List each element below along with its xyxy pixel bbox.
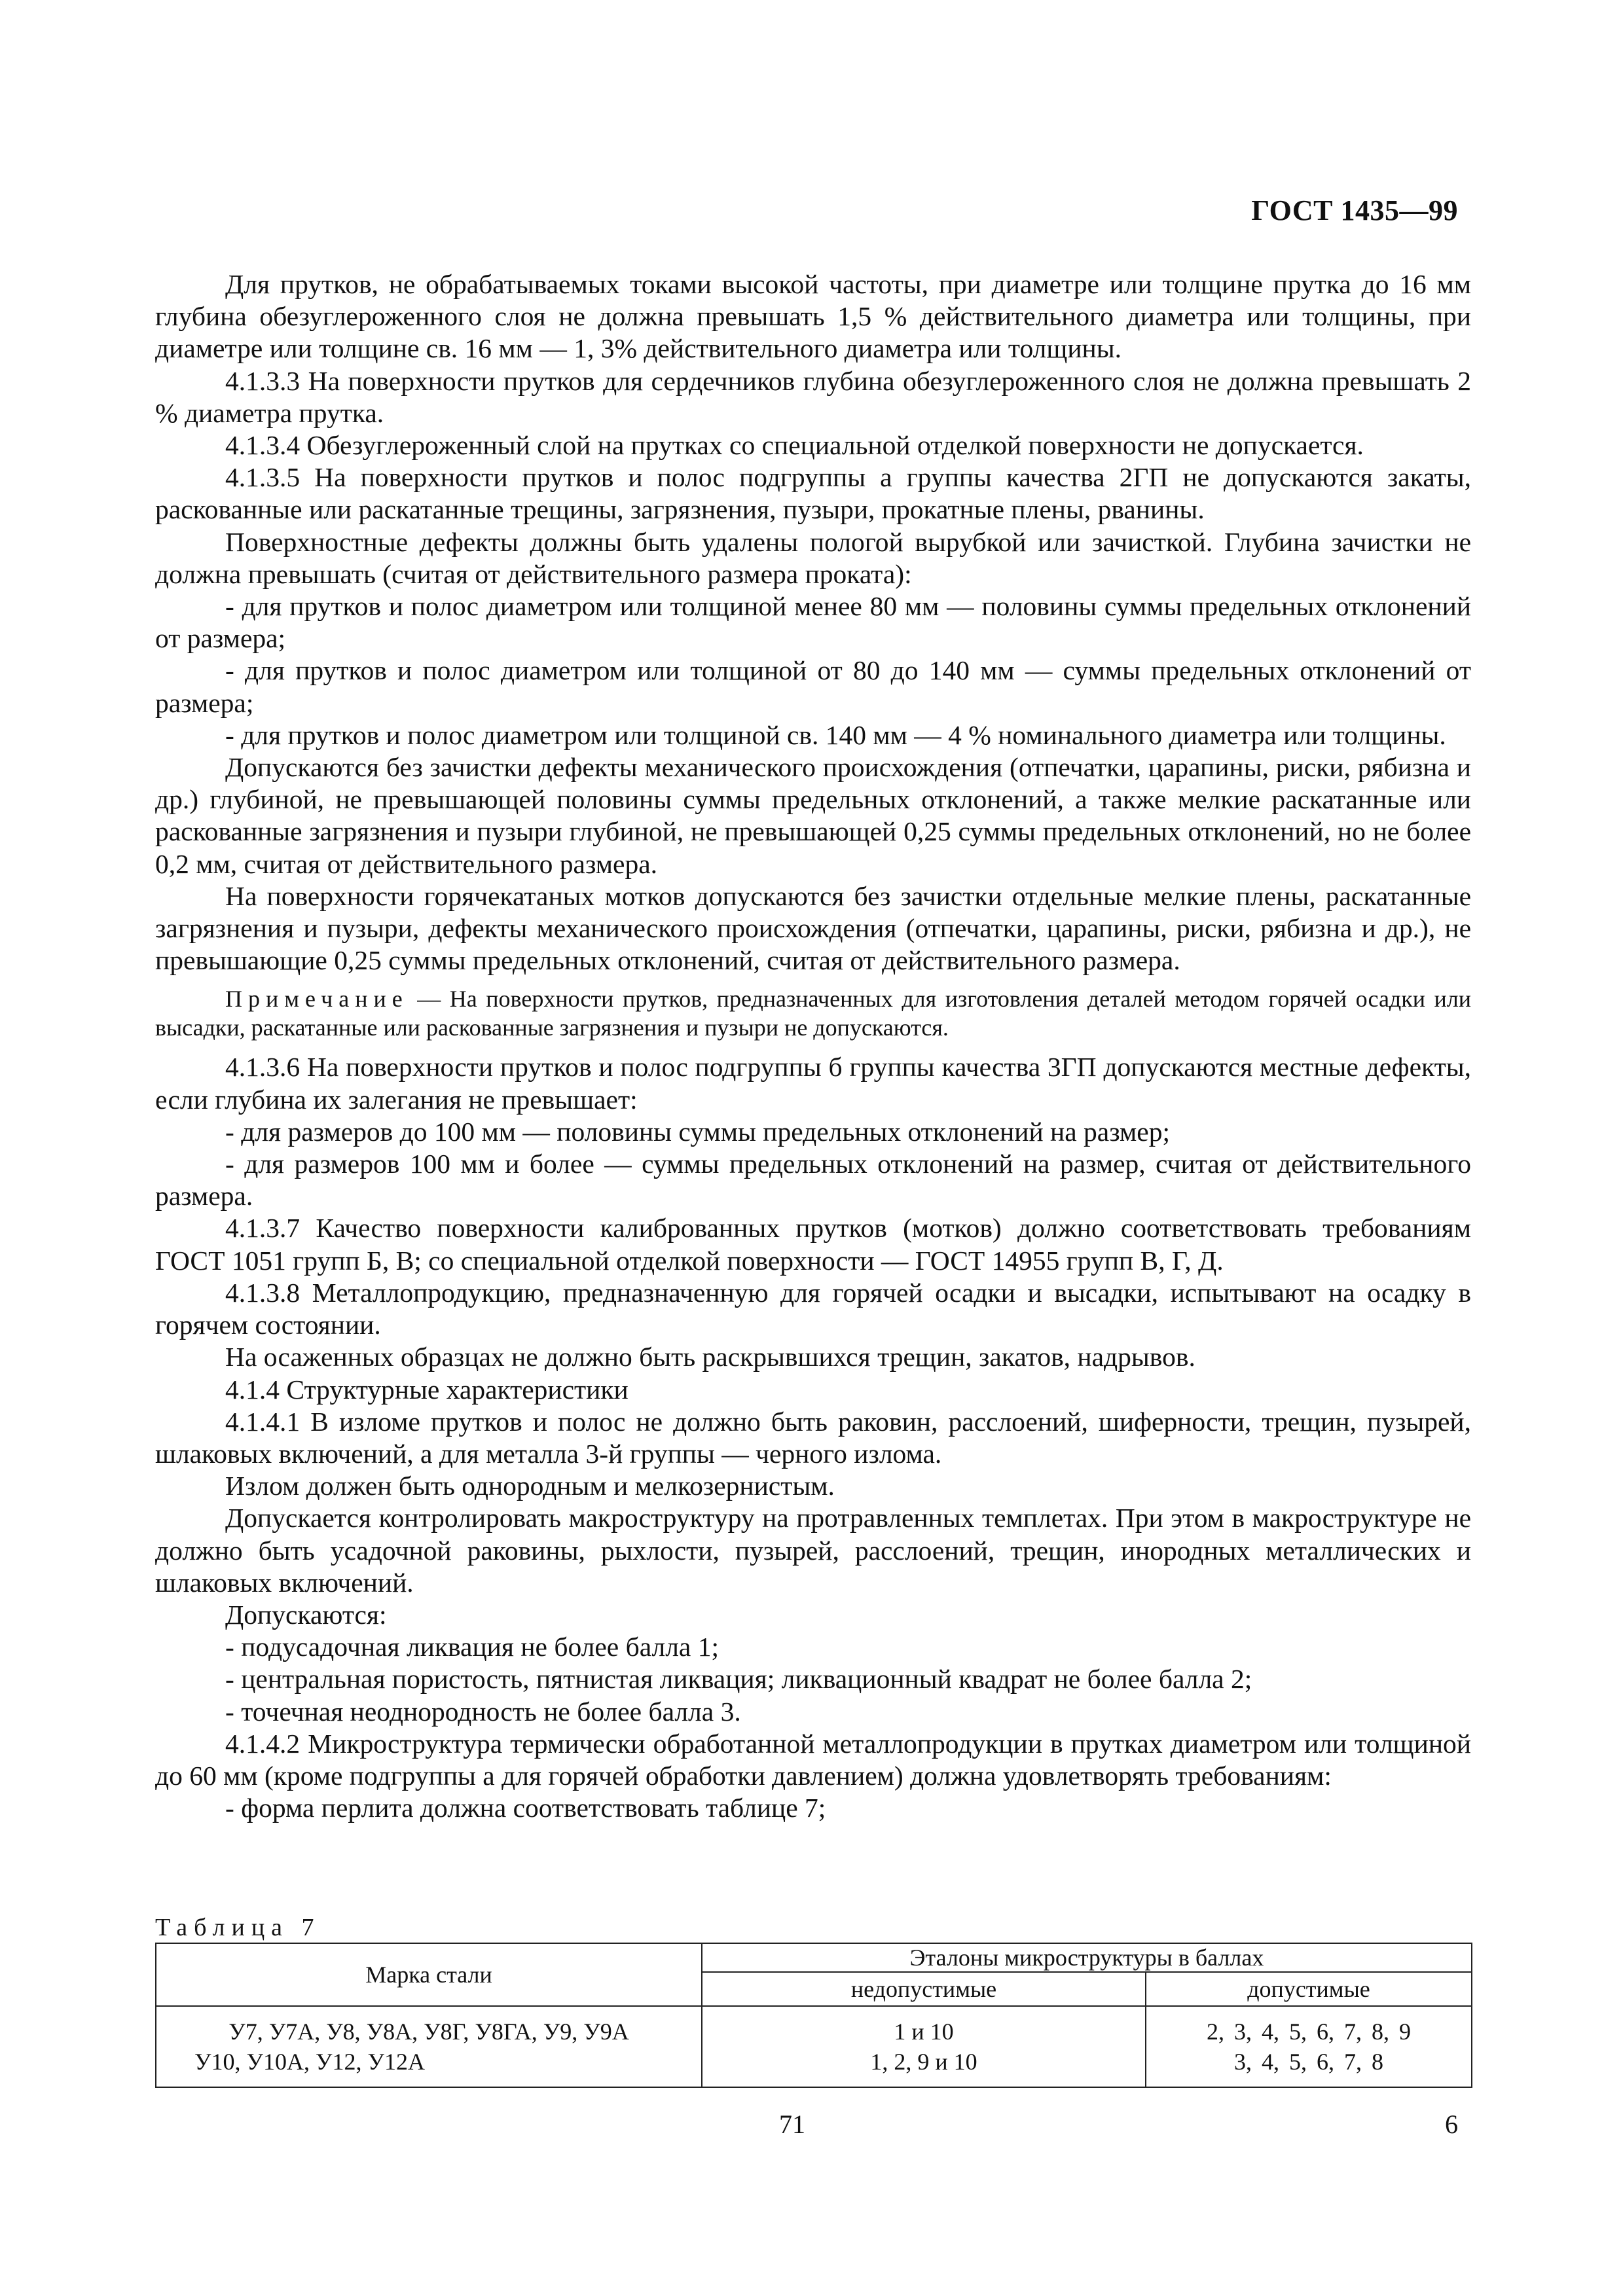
list-item: - центральная пористость, пятнистая ликвация; ликвационный квадрат не более балла 2; bbox=[225, 1664, 1252, 1695]
paragraph: Излом должен быть однородным и мелкозернистым. bbox=[225, 1471, 835, 1501]
good-line: 3, 4, 5, 6, 7, 8 bbox=[1234, 2049, 1383, 2075]
steel-line: У7, У7А, У8, У8А, У8Г, У8ГА, У9, У9А bbox=[228, 2018, 629, 2045]
note-text: — На поверхности прутков, предназначенных для изготовления деталей методом горячей осадки или высадки, раскатанные или раскованные загрязнения и пузыри не допускаются. bbox=[155, 986, 1472, 1041]
table-header-good: допустимые bbox=[1146, 1972, 1472, 2006]
paragraph: Поверхностные дефекты должны быть удалены пологой вырубкой или зачисткой. Глубина зачистки не должна превышать (считая от действительного размера проката): bbox=[155, 526, 1471, 589]
note-label: Примечание bbox=[225, 986, 409, 1013]
list-item: - для размеров 100 мм и более — суммы предельных отклонений на размер, считая от действительного размера. bbox=[155, 1149, 1471, 1211]
body-text bbox=[155, 268, 1471, 1824]
paragraph: На поверхности горячекатаных мотков допускаются без зачистки отдельные мелкие плены, раскатанные загрязнения и пузыри, дефекты механического происхождения (отпечатки, царапины, риски, рябизна и др.), не превышающие 0,25 суммы предельных отклонений, считая от действительного размера. bbox=[155, 880, 1471, 976]
good-line: 2, 3, 4, 5, 6, 7, 8, 9 bbox=[1207, 2018, 1411, 2045]
paragraph: 4.1.4.2 Микроструктура термически обработанной металлопродукции в прутках диаметром или толщиной до 60 мм (кроме подгруппы а для горячей обработки давлением) должна удовлетворять требованиям: bbox=[155, 1728, 1471, 1791]
table-7 bbox=[155, 1943, 1472, 2088]
paragraph: Допускается контролировать макроструктуру на протравленных темплетах. При этом в макроструктуре не должно быть усадочной раковины, рыхлости, пузырей, расслоений, трещин, инородных металлических и шлаковых включений. bbox=[155, 1503, 1471, 1598]
paragraph: 4.1.3.8 Металлопродукцию, предназначенную для горячей осадки и высадки, испытывают на осадку в горячем состоянии. bbox=[155, 1277, 1471, 1340]
paragraph: 4.1.3.4 Обезуглероженный слой на прутках со специальной отделкой поверхности не допускается. bbox=[225, 430, 1364, 461]
paragraph: На осаженных образцах не должно быть раскрывшихся трещин, закатов, надрывов. bbox=[225, 1342, 1195, 1372]
table-caption: Таблица 7 bbox=[155, 1914, 321, 1941]
list-item: - подусадочная ликвация не более балла 1; bbox=[225, 1632, 719, 1662]
table-cell-steel bbox=[156, 2006, 702, 2087]
steel-line: У10, У10А, У12, У12А bbox=[194, 2049, 425, 2075]
document-header: ГОСТ 1435—99 bbox=[1251, 194, 1458, 226]
table-row bbox=[156, 2006, 1472, 2087]
table-header-steel: Марка стали bbox=[156, 1943, 702, 2006]
table-cell-bad bbox=[702, 2006, 1146, 2087]
paragraph: 4.1.3.6 На поверхности прутков и полос подгруппы б группы качества 3ГП допускаются местные дефекты, если глубина их залегания не превышает: bbox=[155, 1052, 1471, 1115]
list-item: - для прутков и полос диаметром или толщиной св. 140 мм — 4 % номинального диаметра или толщины. bbox=[225, 719, 1446, 750]
list-item: - для прутков и полос диаметром или толщиной менее 80 мм — половины суммы предельных отклонений от размера; bbox=[155, 591, 1471, 654]
paragraph: 4.1.4.1 В изломе прутков и полос не должно быть раковин, расслоений, шиферности, трещин, пузырей, шлаковых включений, а для металла 3-й группы — черного излома. bbox=[155, 1406, 1471, 1469]
paragraph: Допускаются: bbox=[225, 1599, 387, 1630]
bad-line: 1, 2, 9 и 10 bbox=[870, 2049, 977, 2075]
list-item: - для размеров до 100 мм — половины суммы предельных отклонений на размер; bbox=[225, 1116, 1170, 1147]
list-item: - точечная неоднородность не более балла 3. bbox=[225, 1696, 741, 1727]
paragraph: 4.1.3.3 На поверхности прутков для сердечников глубина обезуглероженного слоя не должна превышать 2 % диаметра прутка. bbox=[155, 365, 1471, 428]
paragraph: 4.1.3.5 На поверхности прутков и полос подгруппы а группы качества 2ГП не допускаются закаты, раскованные или раскатанные трещины, загрязнения, пузыри, прокатные плены, рванины. bbox=[155, 462, 1471, 525]
paragraph: 4.1.3.7 Качество поверхности калиброванных прутков (мотков) должно соответствовать требованиям ГОСТ 1051 групп Б, В; со специальной отделкой поверхности — ГОСТ 14955 групп В, Г, Д. bbox=[155, 1213, 1471, 1276]
page-number-center: 71 bbox=[779, 2109, 805, 2139]
paragraph: Для прутков, не обрабатываемых токами высокой частоты, при диаметре или толщине прутка до 16 мм глубина обезуглероженного слоя не должна превышать 1,5 % действительного диаметра или толщины, при диаметре или толщине св. 16 мм — 1, 3% действительного диаметра или толщины. bbox=[155, 269, 1471, 364]
table-header-bad: недопустимые bbox=[702, 1972, 1146, 2006]
section-heading: 4.1.4 Структурные характеристики bbox=[225, 1374, 629, 1405]
page-number-right: 6 bbox=[1445, 2109, 1458, 2139]
table-header-group: Эталоны микроструктуры в баллах bbox=[702, 1943, 1472, 1972]
list-item: - форма перлита должна соответствовать таблице 7; bbox=[225, 1793, 826, 1823]
list-item: - для прутков и полос диаметром или толщиной от 80 до 140 мм — суммы предельных отклонений от размера; bbox=[155, 655, 1471, 718]
note bbox=[155, 984, 1471, 1042]
bad-line: 1 и 10 bbox=[894, 2018, 954, 2045]
table-cell-good bbox=[1146, 2006, 1472, 2087]
paragraph: Допускаются без зачистки дефекты механического происхождения (отпечатки, царапины, риски, рябизна и др.) глубиной, не превышающей половины суммы предельных отклонений, а также мелкие раскатанные или раскованные загрязнения и пузыри глубиной, не превышающей 0,25 суммы предельных отклонений, но не более 0,2 мм, считая от действительного размера. bbox=[155, 752, 1471, 879]
